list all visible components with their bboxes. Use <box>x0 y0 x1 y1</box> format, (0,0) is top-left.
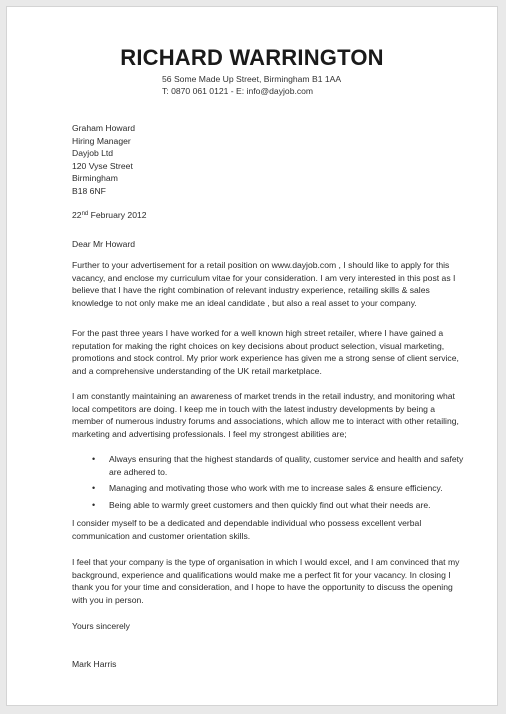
recipient-line: B18 6NF <box>72 185 106 196</box>
date-rest: February 2012 <box>88 210 147 220</box>
letter-page <box>6 6 498 706</box>
recipient-block <box>72 122 135 197</box>
body-paragraph: I am constantly maintaining an awareness of market trends in the retail industry, and monitoring what local competitors are doing. I keep me in touch with the latest industry developments by being a member of numerous industry forums and associations, which allow me to interact with other retailing, marketing and advertising professionals. I feel my strongest abilities are; <box>72 391 459 439</box>
body-paragraph: Further to your advertisement for a retail position on www.dayjob.com , I should like to apply for this vacancy, and enclose my curriculum vitae for your consideration. I am very interested in this post as I believe that I have the right combination of relevant industry experience, retailing skills & sales knowledge to not only make me an ideal candidate , but also a real asset to your company. <box>72 260 456 308</box>
list-item-text: Being able to warmly greet customers and then quickly find out what their needs are. <box>109 499 431 510</box>
letter-date <box>72 210 147 220</box>
list-item-text: Always ensuring that the highest standards of quality, customer service and health and safety are adhered to. <box>109 454 464 477</box>
recipient-line: 120 Vyse Street <box>72 160 133 171</box>
signature-name: Mark Harris <box>72 659 117 669</box>
sender-contact: T: 0870 061 0121 - E: info@dayjob.com <box>162 86 314 96</box>
salutation: Dear Mr Howard <box>72 239 136 249</box>
list-item <box>92 482 472 495</box>
bullet-icon: • <box>92 499 96 510</box>
recipient-line: Graham Howard <box>72 123 136 133</box>
date-suffix: nd <box>81 211 89 217</box>
date-day: 22 <box>72 210 82 220</box>
body-paragraph: For the past three years I have worked for a well known high street retailer, where I have gained a reputation for making the right choices on key decisions about product selection, visual marketing, promotions and stock control. My prior work experience has given me a strong sense of client service, and a comprehensive understanding of the UK retail marketplace. <box>72 328 459 376</box>
recipient-line: Hiring Manager <box>72 135 131 146</box>
bullet-icon: • <box>92 483 96 493</box>
bullet-icon: • <box>92 454 96 464</box>
body-paragraph: I feel that your company is the type of organisation in which I would excel, and I am convinced that my background, experience and qualifications would make me a perfect fit for your vacancy. In closing I thank you for your time and consideration, and I hope to have the opportunity to discuss the opening with you in person. <box>72 557 460 605</box>
body-paragraph: I consider myself to be a dedicated and dependable individual who possess excellent verbal communication and customer orientation skills. <box>72 518 422 541</box>
abilities-list <box>92 453 472 515</box>
sender-address: 56 Some Made Up Street, Birmingham B1 1AA <box>162 74 342 84</box>
closing: Yours sincerely <box>72 621 130 631</box>
recipient-line: Dayjob Ltd <box>72 148 114 158</box>
recipient-line: Birmingham <box>72 173 118 183</box>
list-item-text: Managing and motivating those who work with me to increase sales & ensure efficiency. <box>109 483 443 493</box>
list-item <box>92 499 472 512</box>
sender-name: RICHARD WARRINGTON <box>120 45 384 70</box>
list-item <box>92 453 472 478</box>
